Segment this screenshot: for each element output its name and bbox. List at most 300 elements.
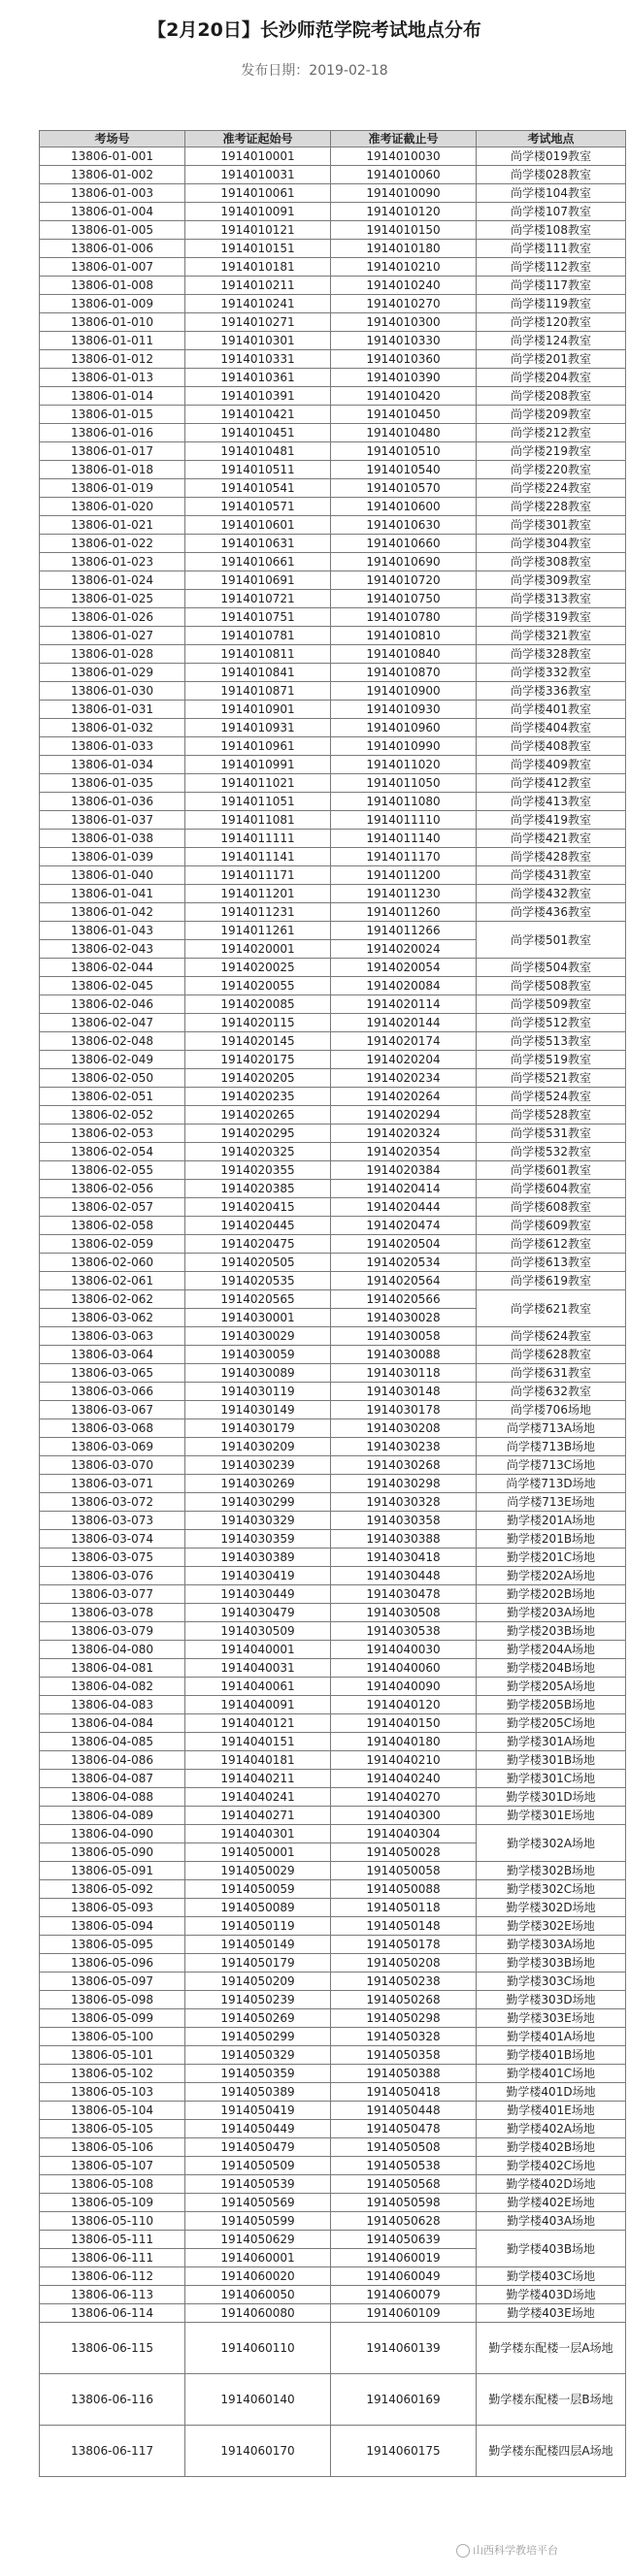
cell-room: 13806-06-115 <box>40 2323 185 2374</box>
cell-location: 尚学楼401教室 <box>477 701 626 719</box>
cell-start-id: 1914050359 <box>185 2065 331 2083</box>
cell-location: 勤学楼201A场地 <box>477 1512 626 1530</box>
cell-end-id: 1914020504 <box>331 1235 477 1254</box>
cell-location: 尚学楼608教室 <box>477 1198 626 1217</box>
cell-room: 13806-01-019 <box>40 479 185 498</box>
cell-start-id: 1914050119 <box>185 1917 331 1936</box>
cell-end-id: 1914050598 <box>331 2194 477 2212</box>
cell-room: 13806-02-059 <box>40 1235 185 1254</box>
cell-location: 勤学楼403D场地 <box>477 2286 626 2304</box>
cell-location: 勤学楼东配楼四层A场地 <box>477 2426 626 2477</box>
exam-location-table-wrap <box>39 130 625 2477</box>
cell-location: 尚学楼120教室 <box>477 313 626 332</box>
cell-end-id: 1914010450 <box>331 406 477 424</box>
cell-location: 勤学楼401B场地 <box>477 2046 626 2065</box>
cell-start-id: 1914010511 <box>185 461 331 479</box>
cell-end-id: 1914020024 <box>331 940 477 959</box>
cell-start-id: 1914020055 <box>185 977 331 995</box>
table-row <box>40 2194 626 2212</box>
table-row <box>40 184 626 203</box>
cell-end-id: 1914010840 <box>331 645 477 664</box>
table-row <box>40 1936 626 1954</box>
cell-end-id: 1914020324 <box>331 1125 477 1143</box>
cell-location: 勤学楼403B场地 <box>477 2231 626 2267</box>
table-row <box>40 1973 626 1991</box>
table-row <box>40 424 626 442</box>
cell-start-id: 1914040121 <box>185 1714 331 1733</box>
cell-end-id: 1914010030 <box>331 147 477 166</box>
cell-end-id: 1914010630 <box>331 516 477 535</box>
cell-end-id: 1914020084 <box>331 977 477 995</box>
cell-location: 勤学楼203A场地 <box>477 1604 626 1622</box>
cell-end-id: 1914030208 <box>331 1419 477 1438</box>
table-row <box>40 332 626 350</box>
cell-start-id: 1914010571 <box>185 498 331 516</box>
cell-location: 尚学楼431教室 <box>477 866 626 885</box>
cell-room: 13806-01-018 <box>40 461 185 479</box>
cell-end-id: 1914010540 <box>331 461 477 479</box>
table-row <box>40 571 626 590</box>
watermark-text: 山西科学教培平台 <box>473 2544 558 2557</box>
table-row <box>40 793 626 811</box>
cell-start-id: 1914040151 <box>185 1733 331 1751</box>
cell-room: 13806-01-040 <box>40 866 185 885</box>
cell-room: 13806-01-035 <box>40 774 185 793</box>
cell-room: 13806-02-061 <box>40 1272 185 1290</box>
cell-start-id: 1914020025 <box>185 959 331 977</box>
table-row <box>40 1106 626 1125</box>
cell-location: 尚学楼328教室 <box>477 645 626 664</box>
cell-end-id: 1914020054 <box>331 959 477 977</box>
cell-room: 13806-04-086 <box>40 1751 185 1770</box>
cell-end-id: 1914010600 <box>331 498 477 516</box>
cell-location: 尚学楼713A场地 <box>477 1419 626 1438</box>
cell-end-id: 1914050268 <box>331 1991 477 2009</box>
table-row <box>40 1180 626 1198</box>
cell-start-id: 1914060020 <box>185 2267 331 2286</box>
cell-start-id: 1914060080 <box>185 2304 331 2323</box>
cell-start-id: 1914010721 <box>185 590 331 608</box>
cell-start-id: 1914020475 <box>185 1235 331 1254</box>
table-row <box>40 1198 626 1217</box>
cell-end-id: 1914020564 <box>331 1272 477 1290</box>
cell-location: 尚学楼301教室 <box>477 516 626 535</box>
cell-start-id: 1914050629 <box>185 2231 331 2249</box>
cell-location: 勤学楼204A场地 <box>477 1641 626 1659</box>
cell-end-id: 1914030418 <box>331 1549 477 1567</box>
cell-start-id: 1914030509 <box>185 1622 331 1641</box>
cell-start-id: 1914010361 <box>185 369 331 387</box>
cell-start-id: 1914010241 <box>185 295 331 313</box>
cell-room: 13806-01-003 <box>40 184 185 203</box>
table-row <box>40 1807 626 1825</box>
cell-room: 13806-04-085 <box>40 1733 185 1751</box>
cell-location: 尚学楼512教室 <box>477 1014 626 1032</box>
cell-end-id: 1914040304 <box>331 1825 477 1843</box>
cell-room: 13806-01-007 <box>40 258 185 277</box>
cell-room: 13806-03-076 <box>40 1567 185 1585</box>
table-row <box>40 2286 626 2304</box>
cell-start-id: 1914050179 <box>185 1954 331 1973</box>
cell-start-id: 1914010001 <box>185 147 331 166</box>
cell-location: 勤学楼205A场地 <box>477 1678 626 1696</box>
cell-location: 尚学楼624教室 <box>477 1327 626 1346</box>
cell-location: 尚学楼104教室 <box>477 184 626 203</box>
cell-start-id: 1914020295 <box>185 1125 331 1143</box>
cell-end-id: 1914010090 <box>331 184 477 203</box>
cell-room: 13806-01-009 <box>40 295 185 313</box>
cell-room: 13806-05-104 <box>40 2102 185 2120</box>
cell-end-id: 1914030508 <box>331 1604 477 1622</box>
cell-room: 13806-01-027 <box>40 627 185 645</box>
cell-start-id: 1914040181 <box>185 1751 331 1770</box>
cell-location: 勤学楼401D场地 <box>477 2083 626 2102</box>
cell-end-id: 1914060109 <box>331 2304 477 2323</box>
cell-start-id: 1914010541 <box>185 479 331 498</box>
table-row <box>40 1585 626 1604</box>
cell-room: 13806-05-092 <box>40 1880 185 1899</box>
cell-room: 13806-01-030 <box>40 682 185 701</box>
cell-start-id: 1914030119 <box>185 1383 331 1401</box>
cell-start-id: 1914040001 <box>185 1641 331 1659</box>
cell-room: 13806-05-110 <box>40 2212 185 2231</box>
cell-start-id: 1914050299 <box>185 2028 331 2046</box>
cell-end-id: 1914011110 <box>331 811 477 830</box>
cell-start-id: 1914010751 <box>185 608 331 627</box>
table-row <box>40 1419 626 1438</box>
cell-room: 13806-03-072 <box>40 1493 185 1512</box>
cell-end-id: 1914010750 <box>331 590 477 608</box>
cell-end-id: 1914020144 <box>331 1014 477 1032</box>
cell-end-id: 1914050639 <box>331 2231 477 2249</box>
cell-end-id: 1914010240 <box>331 277 477 295</box>
cell-room: 13806-05-099 <box>40 2009 185 2028</box>
cell-end-id: 1914010780 <box>331 608 477 627</box>
cell-start-id: 1914020115 <box>185 1014 331 1032</box>
table-row <box>40 2028 626 2046</box>
cell-end-id: 1914010210 <box>331 258 477 277</box>
table-row <box>40 756 626 774</box>
table-row <box>40 516 626 535</box>
cell-room: 13806-01-015 <box>40 406 185 424</box>
cell-room: 13806-02-047 <box>40 1014 185 1032</box>
cell-end-id: 1914010870 <box>331 664 477 682</box>
cell-location: 勤学楼201B场地 <box>477 1530 626 1549</box>
cell-end-id: 1914060049 <box>331 2267 477 2286</box>
cell-location: 勤学楼301E场地 <box>477 1807 626 1825</box>
cell-end-id: 1914050088 <box>331 1880 477 1899</box>
cell-start-id: 1914020085 <box>185 995 331 1014</box>
table-row <box>40 1659 626 1678</box>
cell-room: 13806-05-095 <box>40 1936 185 1954</box>
cell-end-id: 1914050418 <box>331 2083 477 2102</box>
table-row <box>40 442 626 461</box>
cell-location: 尚学楼531教室 <box>477 1125 626 1143</box>
cell-start-id: 1914020445 <box>185 1217 331 1235</box>
cell-start-id: 1914010961 <box>185 737 331 756</box>
cell-location: 勤学楼301D场地 <box>477 1788 626 1807</box>
cell-start-id: 1914060140 <box>185 2374 331 2426</box>
cell-start-id: 1914011171 <box>185 866 331 885</box>
cell-start-id: 1914030059 <box>185 1346 331 1364</box>
cell-location: 勤学楼401A场地 <box>477 2028 626 2046</box>
cell-start-id: 1914050449 <box>185 2120 331 2138</box>
cell-start-id: 1914020565 <box>185 1290 331 1309</box>
cell-room: 13806-03-068 <box>40 1419 185 1438</box>
cell-location: 尚学楼209教室 <box>477 406 626 424</box>
cell-start-id: 1914010271 <box>185 313 331 332</box>
cell-start-id: 1914010061 <box>185 184 331 203</box>
cell-end-id: 1914020566 <box>331 1290 477 1309</box>
cell-start-id: 1914010301 <box>185 332 331 350</box>
cell-end-id: 1914011080 <box>331 793 477 811</box>
table-row <box>40 811 626 830</box>
table-row <box>40 147 626 166</box>
exam-location-table <box>39 130 626 2477</box>
cell-room: 13806-01-006 <box>40 240 185 258</box>
cell-location: 勤学楼401E场地 <box>477 2102 626 2120</box>
cell-start-id: 1914040091 <box>185 1696 331 1714</box>
table-row <box>40 166 626 184</box>
table-row <box>40 701 626 719</box>
cell-location: 尚学楼612教室 <box>477 1235 626 1254</box>
cell-room: 13806-02-062 <box>40 1290 185 1309</box>
cell-room: 13806-03-071 <box>40 1475 185 1493</box>
cell-end-id: 1914010270 <box>331 295 477 313</box>
cell-end-id: 1914060139 <box>331 2323 477 2374</box>
cell-room: 13806-01-021 <box>40 516 185 535</box>
cell-room: 13806-05-094 <box>40 1917 185 1936</box>
cell-start-id: 1914010181 <box>185 258 331 277</box>
cell-location: 尚学楼419教室 <box>477 811 626 830</box>
column-header-start-id: 准考证起始号 <box>185 131 331 147</box>
cell-location: 勤学楼205C场地 <box>477 1714 626 1733</box>
cell-start-id: 1914010331 <box>185 350 331 369</box>
cell-start-id: 1914030209 <box>185 1438 331 1456</box>
table-row <box>40 2426 626 2477</box>
cell-location: 尚学楼332教室 <box>477 664 626 682</box>
cell-end-id: 1914011230 <box>331 885 477 903</box>
cell-end-id: 1914030178 <box>331 1401 477 1419</box>
cell-end-id: 1914010810 <box>331 627 477 645</box>
cell-start-id: 1914030179 <box>185 1419 331 1438</box>
cell-room: 13806-01-033 <box>40 737 185 756</box>
table-row <box>40 1751 626 1770</box>
cell-room: 13806-01-001 <box>40 147 185 166</box>
table-row <box>40 1512 626 1530</box>
cell-room: 13806-05-093 <box>40 1899 185 1917</box>
table-row <box>40 1530 626 1549</box>
cell-end-id: 1914011266 <box>331 922 477 940</box>
table-row <box>40 719 626 737</box>
table-row <box>40 313 626 332</box>
cell-start-id: 1914011111 <box>185 830 331 848</box>
table-row <box>40 277 626 295</box>
cell-end-id: 1914050208 <box>331 1954 477 1973</box>
cell-location: 尚学楼308教室 <box>477 553 626 571</box>
cell-location: 勤学楼303E场地 <box>477 2009 626 2028</box>
table-row <box>40 664 626 682</box>
cell-start-id: 1914040301 <box>185 1825 331 1843</box>
cell-end-id: 1914030388 <box>331 1530 477 1549</box>
cell-room: 13806-05-097 <box>40 1973 185 1991</box>
cell-start-id: 1914060110 <box>185 2323 331 2374</box>
cell-room: 13806-02-045 <box>40 977 185 995</box>
table-row <box>40 1696 626 1714</box>
table-row <box>40 498 626 516</box>
cell-location: 尚学楼706场地 <box>477 1401 626 1419</box>
table-row <box>40 1880 626 1899</box>
page-title: 【2月20日】长沙师范学院考试地点分布 <box>148 19 481 41</box>
cell-location: 勤学楼302E场地 <box>477 1917 626 1936</box>
cell-location: 尚学楼632教室 <box>477 1383 626 1401</box>
table-row <box>40 479 626 498</box>
cell-location: 尚学楼436教室 <box>477 903 626 922</box>
cell-start-id: 1914010931 <box>185 719 331 737</box>
cell-room: 13806-06-113 <box>40 2286 185 2304</box>
cell-start-id: 1914050569 <box>185 2194 331 2212</box>
cell-room: 13806-01-023 <box>40 553 185 571</box>
table-row <box>40 1125 626 1143</box>
cell-room: 13806-01-043 <box>40 922 185 940</box>
cell-start-id: 1914010031 <box>185 166 331 184</box>
table-row <box>40 2102 626 2120</box>
cell-room: 13806-01-039 <box>40 848 185 866</box>
table-row <box>40 1788 626 1807</box>
cell-start-id: 1914060001 <box>185 2249 331 2267</box>
cell-start-id: 1914050059 <box>185 1880 331 1899</box>
cell-room: 13806-01-032 <box>40 719 185 737</box>
cell-start-id: 1914030029 <box>185 1327 331 1346</box>
table-row <box>40 1899 626 1917</box>
table-row <box>40 885 626 903</box>
cell-start-id: 1914050029 <box>185 1862 331 1880</box>
table-row <box>40 1346 626 1364</box>
cell-end-id: 1914030298 <box>331 1475 477 1493</box>
table-row <box>40 2323 626 2374</box>
cell-room: 13806-02-053 <box>40 1125 185 1143</box>
cell-room: 13806-04-090 <box>40 1825 185 1843</box>
cell-end-id: 1914020534 <box>331 1254 477 1272</box>
watermark <box>456 2542 558 2558</box>
table-row <box>40 535 626 553</box>
cell-room: 13806-03-075 <box>40 1549 185 1567</box>
cell-room: 13806-06-111 <box>40 2249 185 2267</box>
cell-room: 13806-04-089 <box>40 1807 185 1825</box>
cell-start-id: 1914011261 <box>185 922 331 940</box>
cell-end-id: 1914020444 <box>331 1198 477 1217</box>
cell-room: 13806-01-013 <box>40 369 185 387</box>
cell-end-id: 1914020354 <box>331 1143 477 1161</box>
cell-end-id: 1914010690 <box>331 553 477 571</box>
table-row <box>40 2009 626 2028</box>
cell-room: 13806-06-114 <box>40 2304 185 2323</box>
cell-start-id: 1914010871 <box>185 682 331 701</box>
cell-start-id: 1914020385 <box>185 1180 331 1198</box>
cell-end-id: 1914040120 <box>331 1696 477 1714</box>
cell-location: 尚学楼412教室 <box>477 774 626 793</box>
cell-start-id: 1914020355 <box>185 1161 331 1180</box>
cell-end-id: 1914011170 <box>331 848 477 866</box>
cell-room: 13806-01-016 <box>40 424 185 442</box>
table-row <box>40 369 626 387</box>
cell-room: 13806-05-096 <box>40 1954 185 1973</box>
cell-room: 13806-04-080 <box>40 1641 185 1659</box>
cell-end-id: 1914050448 <box>331 2102 477 2120</box>
cell-start-id: 1914010661 <box>185 553 331 571</box>
table-row <box>40 1604 626 1622</box>
table-row <box>40 1622 626 1641</box>
table-row <box>40 203 626 221</box>
cell-location: 尚学楼220教室 <box>477 461 626 479</box>
cell-room: 13806-03-067 <box>40 1401 185 1419</box>
cell-room: 13806-03-064 <box>40 1346 185 1364</box>
cell-location: 勤学楼303D场地 <box>477 1991 626 2009</box>
cell-end-id: 1914050298 <box>331 2009 477 2028</box>
cell-start-id: 1914020001 <box>185 940 331 959</box>
cell-start-id: 1914040241 <box>185 1788 331 1807</box>
cell-end-id: 1914050028 <box>331 1843 477 1862</box>
cell-room: 13806-01-042 <box>40 903 185 922</box>
cell-room: 13806-01-028 <box>40 645 185 664</box>
cell-start-id: 1914030269 <box>185 1475 331 1493</box>
cell-room: 13806-01-014 <box>40 387 185 406</box>
cell-location: 勤学楼201C场地 <box>477 1549 626 1567</box>
table-row <box>40 590 626 608</box>
cell-room: 13806-02-051 <box>40 1088 185 1106</box>
cell-location: 尚学楼219教室 <box>477 442 626 461</box>
table-row <box>40 922 626 940</box>
cell-location: 尚学楼119教室 <box>477 295 626 313</box>
cell-end-id: 1914020384 <box>331 1161 477 1180</box>
cell-room: 13806-04-083 <box>40 1696 185 1714</box>
table-row <box>40 387 626 406</box>
cell-location: 尚学楼409教室 <box>477 756 626 774</box>
cell-start-id: 1914030329 <box>185 1512 331 1530</box>
table-row <box>40 1088 626 1106</box>
cell-end-id: 1914020414 <box>331 1180 477 1198</box>
cell-end-id: 1914050148 <box>331 1917 477 1936</box>
cell-end-id: 1914011140 <box>331 830 477 848</box>
cell-room: 13806-04-081 <box>40 1659 185 1678</box>
cell-room: 13806-01-002 <box>40 166 185 184</box>
cell-location: 尚学楼224教室 <box>477 479 626 498</box>
cell-end-id: 1914030538 <box>331 1622 477 1641</box>
cell-start-id: 1914030299 <box>185 1493 331 1512</box>
cell-room: 13806-03-066 <box>40 1383 185 1401</box>
cell-room: 13806-02-046 <box>40 995 185 1014</box>
cell-room: 13806-01-024 <box>40 571 185 590</box>
cell-end-id: 1914011200 <box>331 866 477 885</box>
cell-room: 13806-01-020 <box>40 498 185 516</box>
cell-end-id: 1914050388 <box>331 2065 477 2083</box>
cell-room: 13806-02-044 <box>40 959 185 977</box>
cell-location: 尚学楼107教室 <box>477 203 626 221</box>
cell-end-id: 1914030268 <box>331 1456 477 1475</box>
cell-room: 13806-05-098 <box>40 1991 185 2009</box>
cell-location: 尚学楼509教室 <box>477 995 626 1014</box>
table-row <box>40 903 626 922</box>
cell-start-id: 1914050089 <box>185 1899 331 1917</box>
table-row <box>40 2304 626 2323</box>
cell-location: 勤学楼302C场地 <box>477 1880 626 1899</box>
cell-location: 勤学楼204B场地 <box>477 1659 626 1678</box>
cell-room: 13806-03-069 <box>40 1438 185 1456</box>
cell-room: 13806-01-037 <box>40 811 185 830</box>
cell-end-id: 1914040030 <box>331 1641 477 1659</box>
cell-location: 尚学楼613教室 <box>477 1254 626 1272</box>
cell-end-id: 1914010180 <box>331 240 477 258</box>
